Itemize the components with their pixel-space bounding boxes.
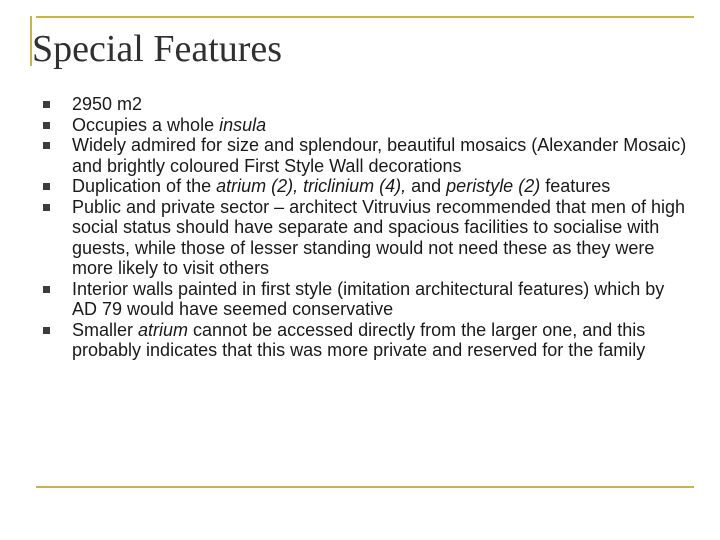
bullet-square-icon [43,142,50,149]
bullet-item [40,320,690,361]
bullet-italic-text: insula [219,114,267,135]
bullet-square-icon [43,101,50,108]
bullet-text: Duplication of the [72,176,217,196]
bullet-text: Widely admired for size and splendour, beautiful mosaics (Alexander Mosaic) and brightly coloured First Style Wall decorations [72,135,687,176]
bullet-text: Smaller [72,319,139,340]
bullet-italic-text: peristyle (2) [446,176,541,196]
bullet-item [40,135,690,176]
bullet-italic-text: atrium (2), triclinium (4), [216,176,407,196]
bullet-text: and [406,176,447,196]
bullet-square-icon [43,183,50,190]
bullet-item [40,197,690,279]
bullet-text: cannot be accessed directly from the larger one, and this probably indicates that this was more private and reserved for the family [72,319,646,360]
bullet-text: Occupies a whole [72,114,220,135]
bottom-rule [36,486,694,488]
bullet-square-icon [43,204,50,211]
bullet-text: 2950 m2 [72,94,143,114]
bullet-italic-text: atrium [138,319,189,340]
bullet-text: Public and private sector – architect Vitruvius recommended that men of high social status should have separate and spacious facilities to socialise with guests, while those of lesser standing would not need these as they were more likely to visit others [72,196,685,278]
bullet-list [40,94,690,361]
bullet-text: Interior walls painted in first style (imitation architectural features) which by AD 79 would have seemed conservative [72,278,665,319]
top-rule [36,16,694,18]
bullet-square-icon [43,122,50,129]
bullet-text: features [540,176,611,196]
bullet-square-icon [43,286,50,293]
bullet-item [40,176,690,197]
bullet-square-icon [43,327,50,334]
bullet-item [40,279,690,320]
bullet-item [40,94,690,115]
bullet-item [40,115,690,136]
slide-title: Special Features [32,28,283,70]
